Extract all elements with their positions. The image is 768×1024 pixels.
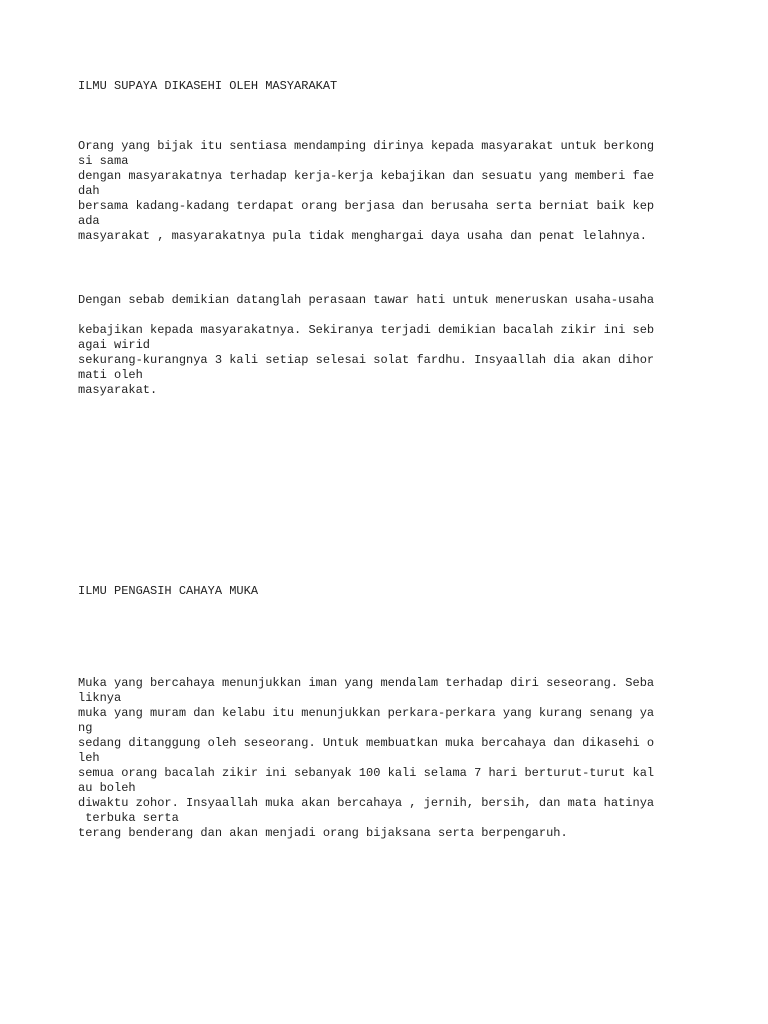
section-title-2: ILMU PENGASIH CAHAYA MUKA xyxy=(78,584,259,598)
section-1-paragraph-2: Dengan sebab demikian datanglah perasaan tawar hati untuk meneruskan usaha-usaha xyxy=(78,293,655,307)
section-2-paragraph-1: Muka yang bercahaya menunjukkan iman yang mendalam terhadap diri seseorang. Seba liknya muka yang muram dan kelabu itu menunjukkan perkara-perkara yang kurang senang ya ng sedang ditanggung oleh seseorang. Untuk membuatkan muka bercahaya dan dikasehi o leh semua orang bacalah zikir ini sebanyak 100 kali selama 7 hari berturut-turut kal au boleh diwaktu zohor. Insyaallah muka akan bercahaya , jernih, bersih, dan mata hatinya terbuka serta terang benderang dan akan menjadi orang bijaksana serta berpengaruh. xyxy=(78,676,655,840)
section-1-paragraph-3: kebajikan kepada masyarakatnya. Sekiranya terjadi demikian bacalah zikir ini seb agai wirid sekurang-kurangnya 3 kali setiap selesai solat fardhu. Insyaallah dia akan dihor mati oleh masyarakat. xyxy=(78,323,655,397)
section-1-paragraph-1: Orang yang bijak itu sentiasa mendamping dirinya kepada masyarakat untuk berkong si sama dengan masyarakatnya terhadap kerja-kerja kebajikan dan sesuatu yang memberi fae dah bersama kadang-kadang terdapat orang berjasa dan berusaha serta berniat baik kep ada masyarakat , masyarakatnya pula tidak menghargai daya usaha dan penat lelahnya. xyxy=(78,139,655,243)
section-title-1: ILMU SUPAYA DIKASEHI OLEH MASYARAKAT xyxy=(78,79,338,93)
